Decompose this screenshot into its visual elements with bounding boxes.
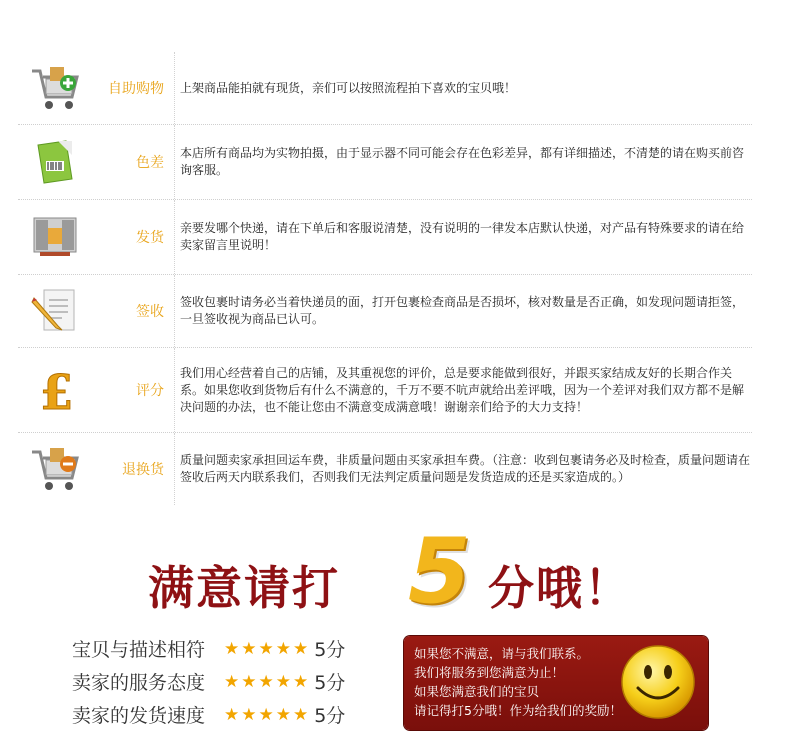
rating-score: 5分 [314,705,346,727]
slogan-number: 5 [408,519,471,624]
notice-row-rating [18,348,752,433]
notice-text: 亲要发哪个快递，请在下单后和客服说清楚，没有说明的一律发本店默认快递，对产品有特殊要求的请在给卖家留言里说明！ [180,221,745,252]
notice-label: 发货 [136,230,164,246]
contact-line: 请记得打5分哦！作为给我们的奖励！ [414,703,622,718]
star-rating-icon: ★★★★★ [224,671,311,692]
pound-coin-icon [28,365,82,415]
svg-text:£: £ [40,365,74,415]
contact-line: 我们将服务到您满意为止！ [414,665,565,680]
slogan-text-after: 分哦！ [488,561,632,615]
smiley-face-icon [618,642,698,722]
notice-text: 上架商品能拍就有现货，亲们可以按照流程拍下喜欢的宝贝哦！ [180,80,517,95]
rating-list [72,632,345,731]
notice-text: 本店所有商品均为实物拍摄，由于显示器不同可能会存在色彩差异，都有详细描述，不清楚的请在购买前咨询客服。 [180,146,745,177]
notice-row-return [18,433,752,505]
notice-row-sign-for [18,275,752,348]
contact-line: 如果您满意我们的宝贝 [414,684,540,699]
rating-label: 卖家的发货速度 [72,705,206,727]
divider [174,433,176,505]
cart-remove-icon [28,444,82,494]
slogan-banner [148,519,668,624]
rating-row [72,665,345,698]
notice-row-shipping [18,200,752,275]
divider [174,200,176,274]
notice-label: 评分 [136,383,164,399]
rating-label: 宝贝与描述相符 [72,639,206,661]
pencil-document-icon [28,286,82,336]
contact-line: 如果您不满意，请与我们联系。 [414,646,590,661]
notice-text: 签收包裹时请务必当着快递员的面，打开包裹检查商品是否损坏，核对数量是否正确，如发现问题请拒签，一旦签收视为商品已认可。 [180,295,745,326]
notice-row-shopping [18,52,752,125]
rating-row [72,632,345,665]
rating-label: 卖家的服务态度 [72,672,206,694]
star-rating-icon: ★★★★★ [224,638,311,659]
notice-label: 签收 [136,304,164,320]
slogan-text-before: 满意请打 [148,561,340,615]
price-tag-icon [28,137,82,187]
notice-table [18,52,752,505]
divider [174,275,176,347]
contact-message [414,644,622,720]
notice-text: 我们用心经营着自己的店铺，及其重视您的评价，总是要求能做到很好，并跟买家结成友好的长期合作关系。如果您收到货物后有什么不满意的，千万不要不吭声就给出差评哦，因为一个差评对我们双方都不是解决问题的办法，也不能让您由不满意变成满意哦！谢谢亲们给予的大力支持！ [180,365,745,414]
cart-add-icon [28,63,82,113]
divider [174,348,176,432]
rating-score: 5分 [314,672,346,694]
notice-label: 自助购物 [108,81,164,97]
notice-text: 质量问题卖家承担回运车费，非质量问题由买家承担车费。（注意：收到包裹请务必及时检查，质量问题请在签收后两天内联系我们，否则我们无法判定质量问题是发货造成的还是买家造成的。） [180,453,751,484]
rating-row [72,698,345,731]
star-rating-icon: ★★★★★ [224,704,311,725]
contact-box [404,636,708,730]
delivery-box-icon [28,212,82,262]
divider [174,52,176,124]
notice-row-color-difference [18,125,752,200]
notice-label: 退换货 [122,462,164,478]
rating-score: 5分 [314,639,346,661]
notice-label: 色差 [136,155,164,171]
divider [174,125,176,199]
